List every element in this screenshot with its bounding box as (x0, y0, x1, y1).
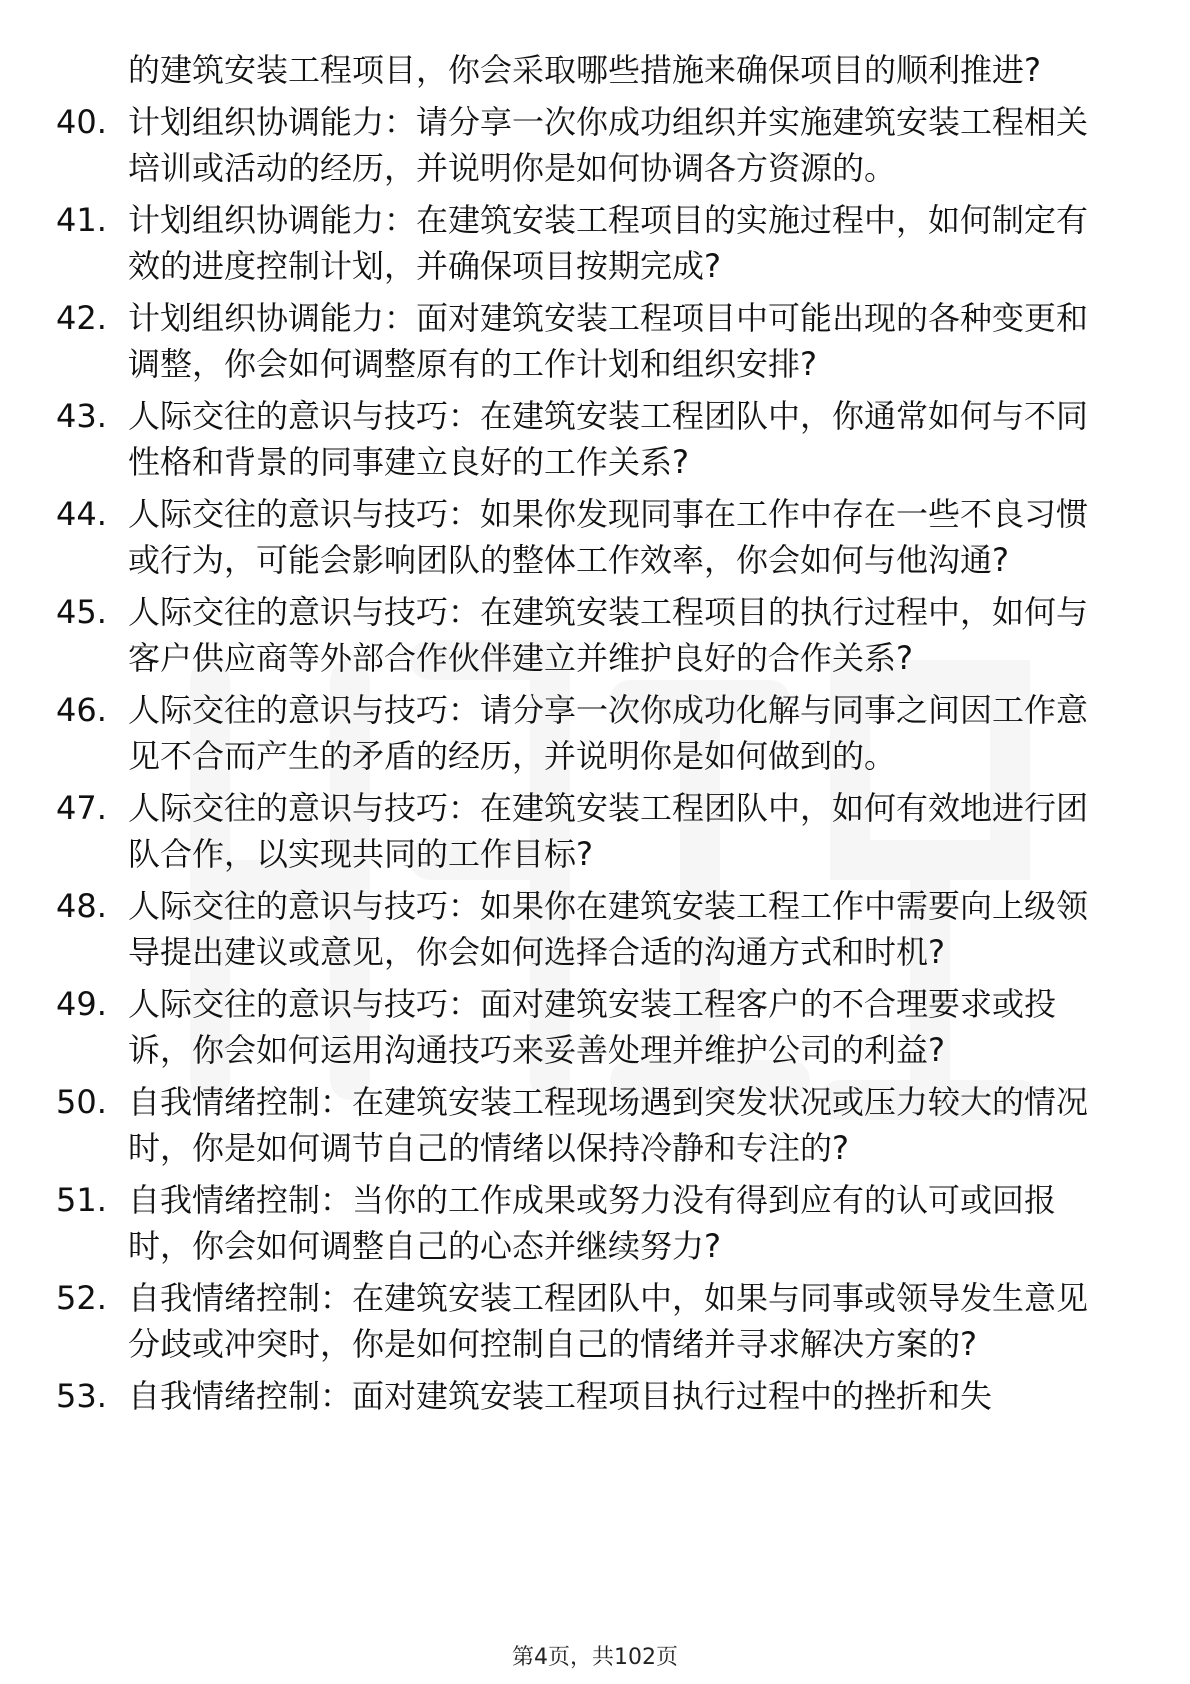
question-number: 47. (56, 789, 107, 827)
list-item (0, 1177, 1090, 1269)
question-text: 人际交往的意识与技巧：面对建筑安装工程客户的不合理要求或投诉，你会如何运用沟通技巧来妥善处理并维护公司的利益? (128, 985, 1057, 1069)
question-number: 40. (56, 103, 107, 141)
list-item-continuation (0, 47, 1090, 93)
list-item (0, 1275, 1090, 1367)
question-text: 自我情绪控制：当你的工作成果或努力没有得到应有的认可或回报时，你会如何调整自己的心态并继续努力? (128, 1181, 1057, 1265)
list-item (0, 687, 1090, 779)
list-item (0, 1079, 1090, 1171)
list-item (0, 197, 1090, 289)
list-item (0, 883, 1090, 975)
list-item (0, 589, 1090, 681)
question-number: 45. (56, 593, 107, 631)
question-text: 人际交往的意识与技巧：在建筑安装工程团队中，如何有效地进行团队合作，以实现共同的工作目标? (128, 789, 1089, 873)
question-number: 51. (56, 1181, 107, 1219)
question-text: 人际交往的意识与技巧：在建筑安装工程项目的执行过程中，如何与客户供应商等外部合作伙伴建立并维护良好的合作关系? (128, 593, 1089, 677)
list-item (0, 785, 1090, 877)
question-number: 41. (56, 201, 107, 239)
list-item (0, 295, 1090, 387)
question-text: 人际交往的意识与技巧：如果你发现同事在工作中存在一些不良习惯或行为，可能会影响团队的整体工作效率，你会如何与他沟通? (128, 495, 1089, 579)
list-item (0, 99, 1090, 191)
question-number: 48. (56, 887, 107, 925)
question-number: 53. (56, 1377, 107, 1415)
question-number: 46. (56, 691, 107, 729)
question-text: 的建筑安装工程项目，你会采取哪些措施来确保项目的顺利推进? (128, 51, 1041, 89)
question-list (0, 47, 1190, 1425)
question-number: 42. (56, 299, 107, 337)
question-text: 计划组织协调能力：请分享一次你成功组织并实施建筑安装工程相关培训或活动的经历，并说明你是如何协调各方资源的。 (128, 103, 1089, 187)
question-text: 自我情绪控制：面对建筑安装工程项目执行过程中的挫折和失 (128, 1377, 993, 1415)
question-number: 49. (56, 985, 107, 1023)
question-text: 计划组织协调能力：在建筑安装工程项目的实施过程中，如何制定有效的进度控制计划，并确保项目按期完成? (128, 201, 1089, 285)
list-item (0, 981, 1090, 1073)
question-text: 人际交往的意识与技巧：请分享一次你成功化解与同事之间因工作意见不合而产生的矛盾的经历，并说明你是如何做到的。 (128, 691, 1089, 775)
question-text: 计划组织协调能力：面对建筑安装工程项目中可能出现的各种变更和调整，你会如何调整原有的工作计划和组织安排? (128, 299, 1089, 383)
list-item (0, 393, 1090, 485)
question-number: 44. (56, 495, 107, 533)
question-text: 人际交往的意识与技巧：如果你在建筑安装工程工作中需要向上级领导提出建议或意见，你会如何选择合适的沟通方式和时机? (128, 887, 1089, 971)
list-item (0, 1373, 1090, 1419)
question-number: 43. (56, 397, 107, 435)
question-number: 50. (56, 1083, 107, 1121)
list-item (0, 491, 1090, 583)
page-number-footer: 第4页，共102页 (512, 1645, 678, 1670)
question-text: 人际交往的意识与技巧：在建筑安装工程团队中，你通常如何与不同性格和背景的同事建立良好的工作关系? (128, 397, 1089, 481)
question-number: 52. (56, 1279, 107, 1317)
question-text: 自我情绪控制：在建筑安装工程现场遇到突发状况或压力较大的情况时，你是如何调节自己的情绪以保持冷静和专注的? (128, 1083, 1089, 1167)
question-text: 自我情绪控制：在建筑安装工程团队中，如果与同事或领导发生意见分歧或冲突时，你是如何控制自己的情绪并寻求解决方案的? (128, 1279, 1089, 1363)
